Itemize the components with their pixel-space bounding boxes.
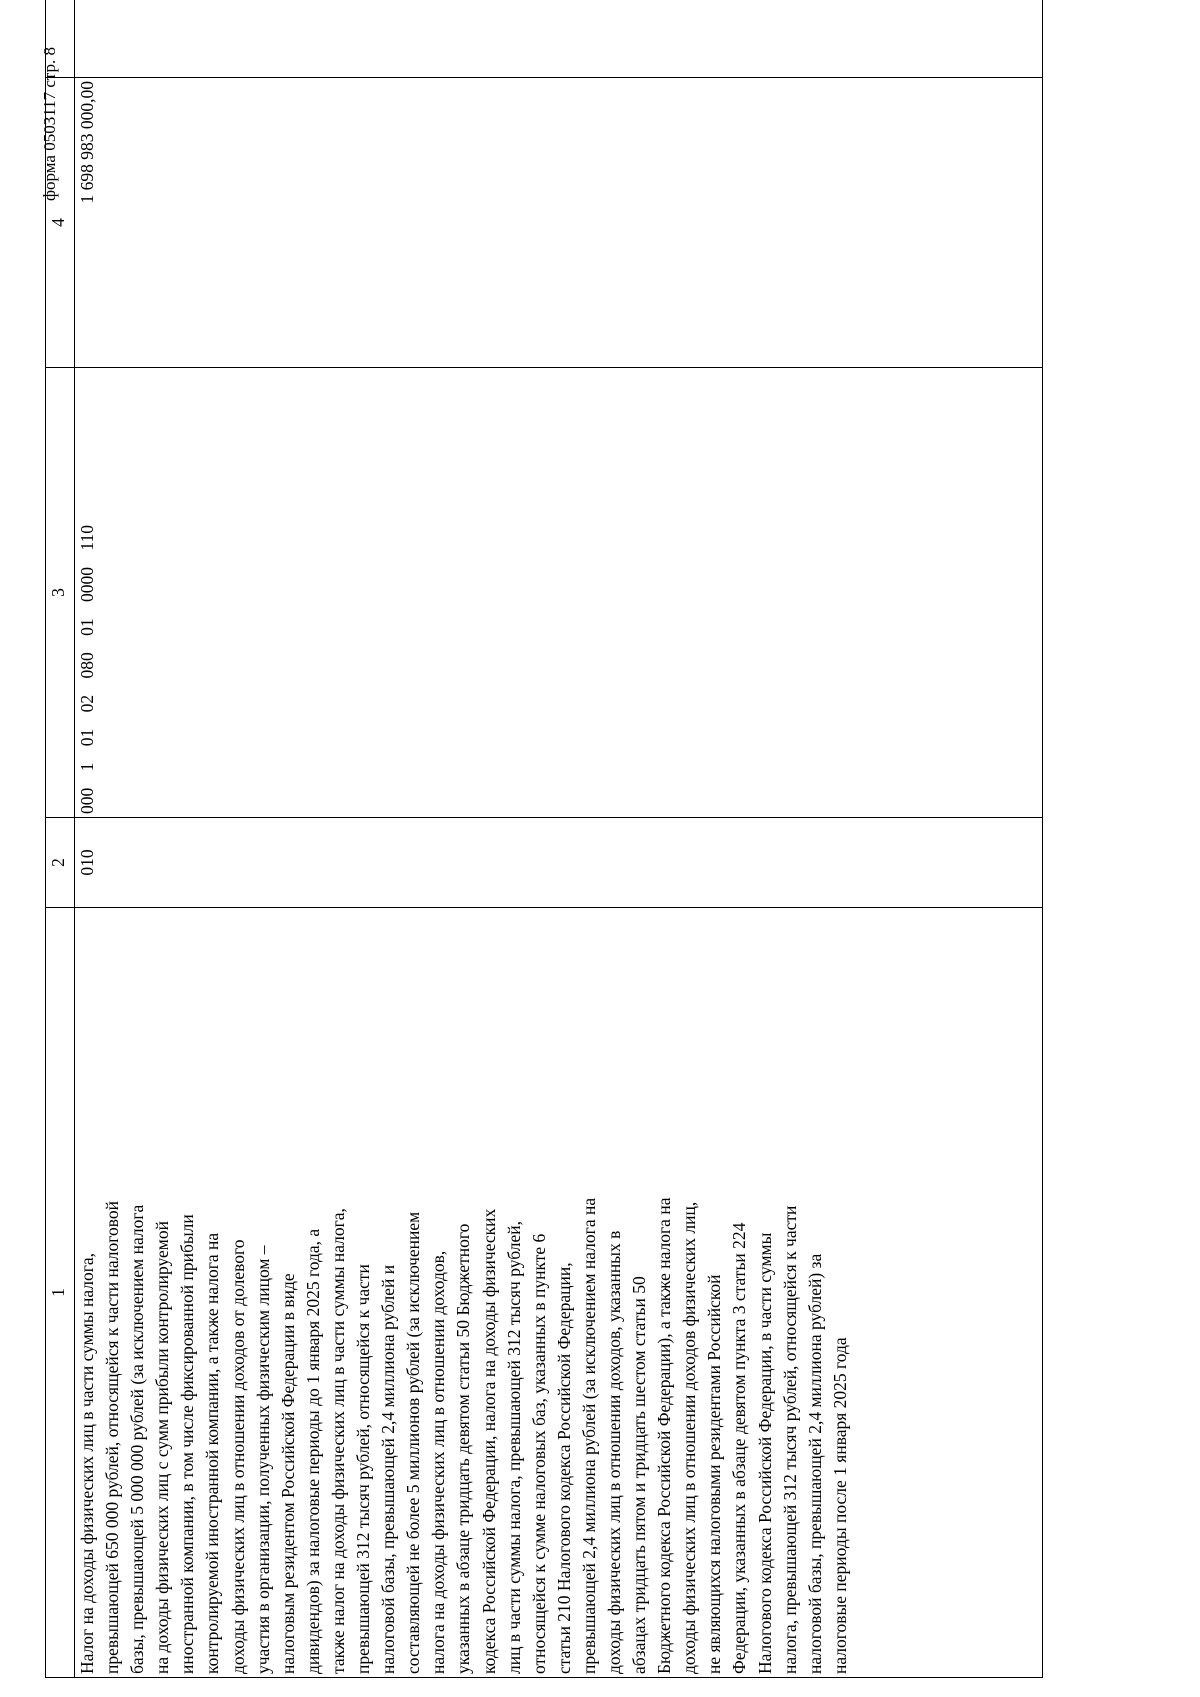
line-code-cell: 010 <box>75 818 1043 908</box>
income-name-line: налога, превышающей 312 тысяч рублей, относящейся к части <box>779 1205 800 1674</box>
budget-class-code <box>75 371 100 814</box>
income-name-line: кодекса Российской Федерации, налога на доходы физических <box>478 1208 499 1674</box>
income-name-line: превышающей 2,4 миллиона рублей (за исключением налога на <box>578 1197 599 1674</box>
income-name-line: доходы физических лиц в отношении доходов, указанных в <box>603 1230 624 1674</box>
income-name-line: Бюджетного кодекса Российской Федерации), а также налога на <box>654 1197 675 1674</box>
kbk-part: 01 <box>77 618 97 636</box>
income-name-line: контролируемой иностранной компании, а также налога на <box>202 1232 223 1674</box>
income-name-line: иностранной компании, в том числе фиксированной прибыли <box>177 1214 198 1674</box>
income-name-line: указанных в абзаце тридцать девятом статьи 50 Бюджетного <box>453 1223 474 1674</box>
income-name-text <box>75 911 853 1674</box>
report-table <box>45 0 1043 1678</box>
income-name-line: Налогового кодекса Российской Федерации, в части суммы <box>754 1232 775 1674</box>
income-name-line: налога на доходы физических лиц в отношении доходов, <box>428 1250 449 1674</box>
income-name-line: базы, превышающей 5 000 000 рублей (за исключением налога <box>127 1204 148 1674</box>
income-name-line: доходы физических лиц в отношении доходов от долевого <box>227 1239 248 1674</box>
table-row <box>75 0 1043 1678</box>
income-name-line: Налог на доходы физических лиц в части суммы налога, <box>77 1252 97 1674</box>
column-number-5 <box>46 0 75 78</box>
income-name-line: относящейся к сумме налоговых баз, указанных в пункте 6 <box>528 1233 549 1674</box>
income-name-line: Федерации, указанных в абзаце девятом пункта 3 статьи 224 <box>729 1222 750 1674</box>
executed-amount-cell <box>75 0 1043 78</box>
column-number-row <box>46 0 75 1678</box>
kbk-part: 000 <box>77 787 97 814</box>
kbk-part: 02 <box>77 694 97 713</box>
income-name-line: превышающей 312 тысяч рублей, относящейся к части <box>353 1264 374 1674</box>
column-number-1: 1 <box>46 908 75 1678</box>
form-reference: форма 0503117 стр. 8 <box>40 47 59 201</box>
income-name-line: абзацах тридцать пятом и тридцать шестом статьи 50 <box>629 1276 650 1674</box>
column-number-3: 3 <box>46 368 75 818</box>
kbk-part: 0000 <box>77 567 97 602</box>
kbk-part: 110 <box>77 525 97 551</box>
approved-amount-cell: 1 698 983 000,00 <box>75 78 1043 368</box>
income-name-cell <box>75 908 1043 1678</box>
income-name-line: также налог на доходы физических лиц в части суммы налога, <box>327 1208 348 1674</box>
income-name-line: налоговой базы, превышающей 2,4 миллиона рублей) за <box>804 1253 825 1674</box>
income-name-line: не являющихся налоговыми резидентами Российской <box>704 1274 725 1674</box>
income-name-line: налоговые периоды после 1 января 2025 года <box>829 1337 850 1674</box>
income-name-line: доходы физических лиц в отношении доходов физических лиц, <box>679 1201 700 1674</box>
income-name-line: участия в организации, полученных физическим лицом – <box>252 1245 273 1674</box>
income-name-line: дивидендов) за налоговые периоды до 1 января 2025 года, а <box>302 1228 323 1674</box>
income-name-line: налоговой базы, превышающей 2,4 миллиона рублей и <box>378 1264 399 1674</box>
income-name-line: составляющей не более 5 миллионов рублей (за исключением <box>403 1211 424 1674</box>
income-name-line: лиц в части суммы налога, превышающей 312 тысяч рублей, <box>503 1221 524 1674</box>
column-number-2: 2 <box>46 818 75 908</box>
column-number-4: 4 <box>46 78 75 368</box>
income-name-line: налоговым резидентом Российской Федерации в виде <box>277 1273 298 1674</box>
income-name-line: на доходы физических лиц с сумм прибыли контролируемой <box>152 1221 173 1674</box>
kbk-part: 01 <box>77 728 97 747</box>
kbk-part: 1 <box>77 762 97 772</box>
kbk-part: 080 <box>77 652 97 679</box>
budget-class-code-cell <box>75 368 1043 818</box>
income-name-line: статьи 210 Налогового кодекса Российской Федерации, <box>553 1262 574 1674</box>
income-name-line: превышающей 650 000 рублей, относящейся к части налоговой <box>102 1200 123 1674</box>
